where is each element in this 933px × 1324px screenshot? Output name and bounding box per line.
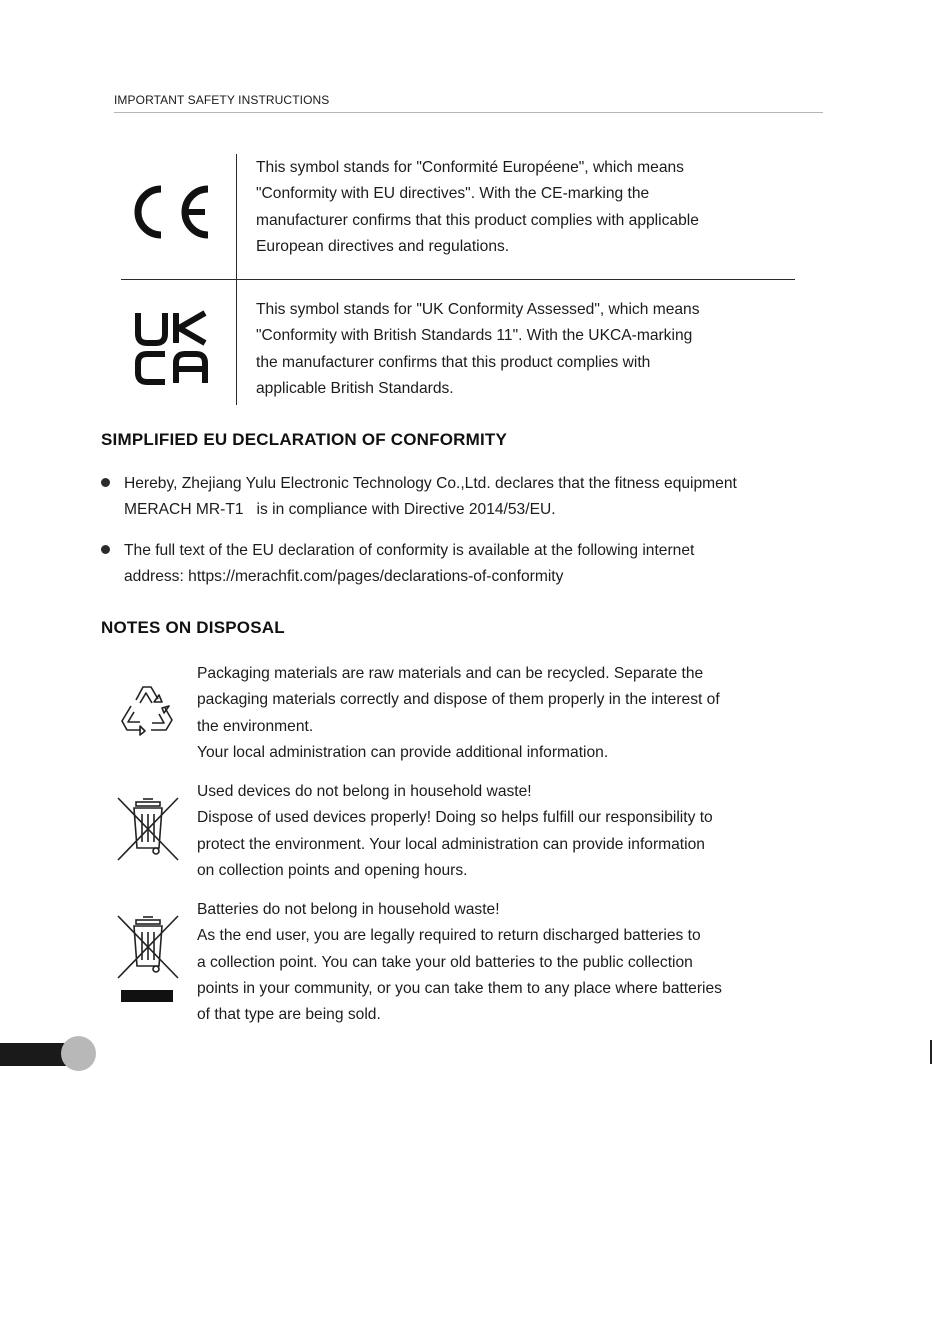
bullet-icon xyxy=(101,478,110,487)
ukca-text-line: This symbol stands for "UK Conformity Assessed", which means xyxy=(256,301,700,318)
note-line: Packaging materials are raw materials and can be recycled. Separate the xyxy=(197,665,704,682)
table-divider-vertical-bottom xyxy=(236,279,237,405)
header-divider xyxy=(114,112,823,113)
note-line: the environment. xyxy=(197,717,314,735)
table-divider-horizontal xyxy=(121,279,795,280)
page-header-title: IMPORTANT SAFETY INSTRUCTIONS xyxy=(114,93,330,107)
note-line: packaging materials correctly and dispose of them properly in the interest of xyxy=(197,691,720,709)
note-line: on collection points and opening hours. xyxy=(197,861,468,879)
disposal-note-devices xyxy=(197,779,837,884)
ukca-description xyxy=(256,297,801,402)
ce-description xyxy=(256,155,801,260)
bullet-line: address: https://merachfit.com/pages/declarations-of-conformity xyxy=(124,568,564,586)
ukca-text-line: "Conformity with British Standards 11". With the UKCA-marking xyxy=(256,327,693,345)
recycling-icon xyxy=(118,682,176,743)
ce-text-line: "Conformity with EU directives". With the CE-marking the xyxy=(256,185,650,203)
disposal-heading: NOTES ON DISPOSAL xyxy=(101,618,285,637)
note-line: Dispose of used devices properly! Doing so helps fulfill our responsibility to xyxy=(197,809,713,827)
bullet-icon xyxy=(101,545,110,554)
ukca-mark-icon xyxy=(134,310,210,391)
bullet-line: Hereby, Zhejiang Yulu Electronic Technology Co.,Ltd. declares that the fitness equipment xyxy=(124,475,737,492)
note-line: a collection point. You can take your old batteries to the public collection xyxy=(197,953,693,971)
edge-mark xyxy=(930,1040,932,1064)
crossed-out-bin-icon xyxy=(116,796,180,867)
ukca-text-line: the manufacturer confirms that this product complies with xyxy=(256,353,651,371)
page-number-circle xyxy=(61,1036,96,1071)
ce-text-line: This symbol stands for "Conformité Européene", which means xyxy=(256,159,684,176)
declaration-heading: SIMPLIFIED EU DECLARATION OF CONFORMITY xyxy=(101,430,508,449)
ce-text-line: manufacturer confirms that this product complies with applicable xyxy=(256,211,699,229)
note-line: protect the environment. Your local administration can provide information xyxy=(197,835,705,853)
disposal-note-packaging xyxy=(197,661,837,766)
bullet-line: The full text of the EU declaration of conformity is available at the following internet xyxy=(124,542,695,559)
declaration-bullet xyxy=(124,471,844,524)
declaration-bullet xyxy=(124,538,844,591)
ce-mark-icon xyxy=(128,181,214,248)
note-line: Your local administration can provide additional information. xyxy=(197,743,609,761)
note-line: As the end user, you are legally required to return discharged batteries to xyxy=(197,927,701,945)
note-line: Batteries do not belong in household waste! xyxy=(197,901,500,918)
disposal-note-batteries xyxy=(197,897,837,1028)
note-line: Used devices do not belong in household waste! xyxy=(197,783,532,800)
ce-text-line: European directives and regulations. xyxy=(256,237,510,255)
bullet-line: MERACH MR-T1 is in compliance with Directive 2014/53/EU. xyxy=(124,501,556,519)
ukca-text-line: applicable British Standards. xyxy=(256,379,454,397)
crossed-out-bin-battery-icon xyxy=(116,914,180,1009)
table-divider-vertical-top xyxy=(236,154,237,279)
note-line: points in your community, or you can take them to any place where batteries xyxy=(197,979,722,997)
note-line: of that type are being sold. xyxy=(197,1006,381,1024)
